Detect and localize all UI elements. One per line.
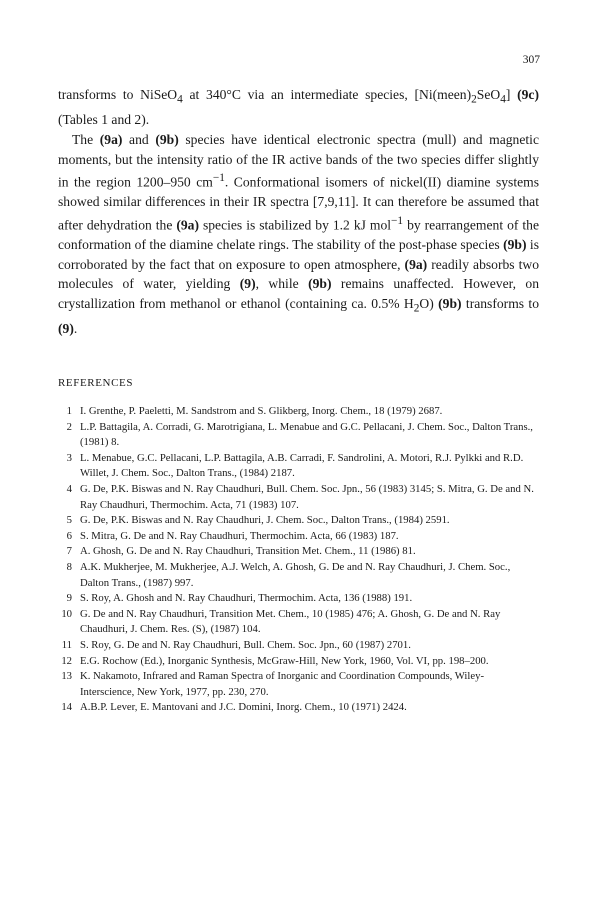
reference-text: E.G. Rochow (Ed.), Inorganic Synthesis, McGraw-Hill, New York, 1960, Vol. VI, pp. 198–200. [80, 654, 489, 667]
compound-label: (9b) [503, 236, 527, 252]
text-run: ] [505, 87, 518, 102]
reference-item [58, 560, 538, 591]
subscript: 2 [413, 302, 420, 315]
reference-number: 3 [66, 451, 72, 464]
compound-label: (9b) [438, 295, 462, 311]
reference-text: G. De, P.K. Biswas and N. Ray Chaudhuri, Bull. Chem. Soc. Jpn., 56 (1983) 3145; S. Mitra, G. De and N. Ray Chaudhuri, Thermochim. Acta, 71 (1983) 107. [80, 482, 534, 511]
text-run: and [122, 131, 156, 147]
text-run: at 340°C via an intermediate species, [Ni(meen) [182, 87, 472, 102]
text-run: is corroborated by the fact that on exposure to open atmosphere, [58, 236, 539, 272]
reference-number: 11 [61, 638, 72, 651]
references-heading: REFERENCES [58, 377, 134, 389]
text-run: transforms to [461, 295, 539, 311]
reference-item [58, 638, 538, 654]
reference-text: S. Roy, G. De and N. Ray Chaudhuri, Bull. Chem. Soc. Jpn., 60 (1987) 2701. [80, 638, 411, 651]
reference-text: G. De and N. Ray Chaudhuri, Transition Met. Chem., 10 (1985) 476; A. Ghosh, G. De and N. Ray Chaudhuri, J. Chem. Res. (S), (1987) 104. [80, 607, 501, 636]
reference-item [58, 529, 538, 545]
compound-label: (9) [239, 276, 256, 292]
reference-text: L.P. Battagila, A. Corradi, G. Marotrigiana, L. Menabue and G.C. Pellacani, J. Chem. Soc., Dalton Trans., (1981) 8. [80, 420, 533, 449]
page-number: 307 [522, 54, 540, 66]
reference-number: 8 [66, 560, 72, 573]
text-run: by rearrangement of the conformation of the diamine chelate rings. The stability of the post-phase species [58, 217, 539, 252]
reference-text: A.K. Mukherjee, M. Mukherjee, A.J. Welch, A. Ghosh, G. De and N. Ray Chaudhuri, J. Chem. Soc., Dalton Trans., (1987) 997. [80, 560, 511, 589]
reference-text: I. Grenthe, P. Paeletti, M. Sandstrom and S. Glikberg, Inorg. Chem., 18 (1979) 2687. [80, 405, 443, 417]
text-run: SeO [476, 87, 501, 102]
reference-item [58, 482, 538, 513]
reference-number: 4 [66, 482, 72, 495]
reference-item [58, 451, 538, 482]
text-run: readily absorbs two molecules of water, yielding [58, 256, 539, 292]
reference-item [58, 700, 538, 716]
text-run: The [72, 131, 100, 147]
reference-item [58, 513, 538, 529]
reference-item [58, 544, 538, 560]
paragraph-2 [58, 130, 539, 339]
text-run: . [73, 321, 78, 337]
reference-text: S. Roy, A. Ghosh and N. Ray Chaudhuri, Thermochim. Acta, 136 (1988) 191. [80, 592, 413, 605]
reference-number: 9 [66, 592, 72, 605]
text-run: species have identical electronic spectra (mull) and magnetic moments, but the intensity ratio of the IR active bands of the two species differ slightly in the region 1200–950 cm [58, 131, 539, 190]
text-run: species is stabilized by 1.2 kJ mol [199, 217, 392, 233]
text-run: (Tables 1 and 2). [58, 112, 150, 128]
subscript: 4 [500, 93, 506, 106]
reference-text: S. Mitra, G. De and N. Ray Chaudhuri, Thermochim. Acta, 66 (1983) 187. [80, 529, 399, 542]
reference-number: 10 [61, 607, 72, 620]
reference-number: 6 [66, 529, 72, 542]
reference-number: 14 [61, 701, 72, 714]
compound-label: (9) [58, 321, 74, 337]
reference-item [58, 420, 538, 451]
references-list [58, 404, 538, 716]
compound-label: (9a) [176, 217, 199, 233]
text-run: O) [419, 295, 439, 311]
compound-label: (9b) [308, 276, 332, 292]
reference-number: 13 [61, 670, 72, 683]
reference-item [58, 607, 538, 638]
reference-number: 7 [66, 545, 72, 558]
text-run: . Conformational isomers of nickel(II) diamine systems showed similar differences in their IR spectra [7,9,11]. It can therefore be assumed that after dehydration the [58, 174, 539, 233]
reference-item [58, 654, 538, 670]
reference-number: 5 [66, 514, 72, 527]
reference-text: A. Ghosh, G. De and N. Ray Chaudhuri, Transition Met. Chem., 11 (1986) 81. [80, 545, 416, 558]
text-run: , while [255, 276, 309, 292]
compound-label: (9a) [99, 131, 123, 147]
body-text [58, 85, 539, 339]
subscript: 2 [471, 93, 477, 106]
reference-number: 1 [66, 405, 72, 417]
compound-label: (9c) [517, 87, 539, 102]
reference-item [58, 669, 538, 700]
compound-label: (9a) [404, 256, 428, 272]
reference-text: L. Menabue, G.C. Pellacani, L.P. Battagila, A.B. Carradi, F. Sandrolini, A. Motori, R.J. Pylkki and R.D. Willet, J. Chem. Soc., Dalton Trans., (1984) 2187. [80, 451, 524, 480]
reference-number: 2 [66, 420, 72, 433]
reference-text: K. Nakamoto, Infrared and Raman Spectra of Inorganic and Coordination Compounds, Wiley-Interscience, New York, 1977, pp. 230, 270. [80, 670, 485, 698]
superscript: −1 [212, 172, 225, 185]
reference-text: G. De, P.K. Biswas and N. Ray Chaudhuri, J. Chem. Soc., Dalton Trans., (1984) 2591. [80, 514, 450, 527]
superscript: −1 [391, 214, 404, 227]
compound-label: (9b) [155, 131, 179, 147]
subscript: 4 [177, 93, 183, 106]
reference-item [58, 404, 538, 420]
reference-number: 12 [61, 654, 72, 667]
reference-text: A.B.P. Lever, E. Mantovani and J.C. Domini, Inorg. Chem., 10 (1971) 2424. [80, 701, 407, 714]
text-run: remains unaffected. However, on crystallization from methanol or ethanol (containing ca. 0.5% H [58, 276, 539, 311]
paragraph-1 [58, 85, 539, 130]
text-run: transforms to NiSeO [58, 87, 178, 102]
reference-item [58, 591, 538, 607]
